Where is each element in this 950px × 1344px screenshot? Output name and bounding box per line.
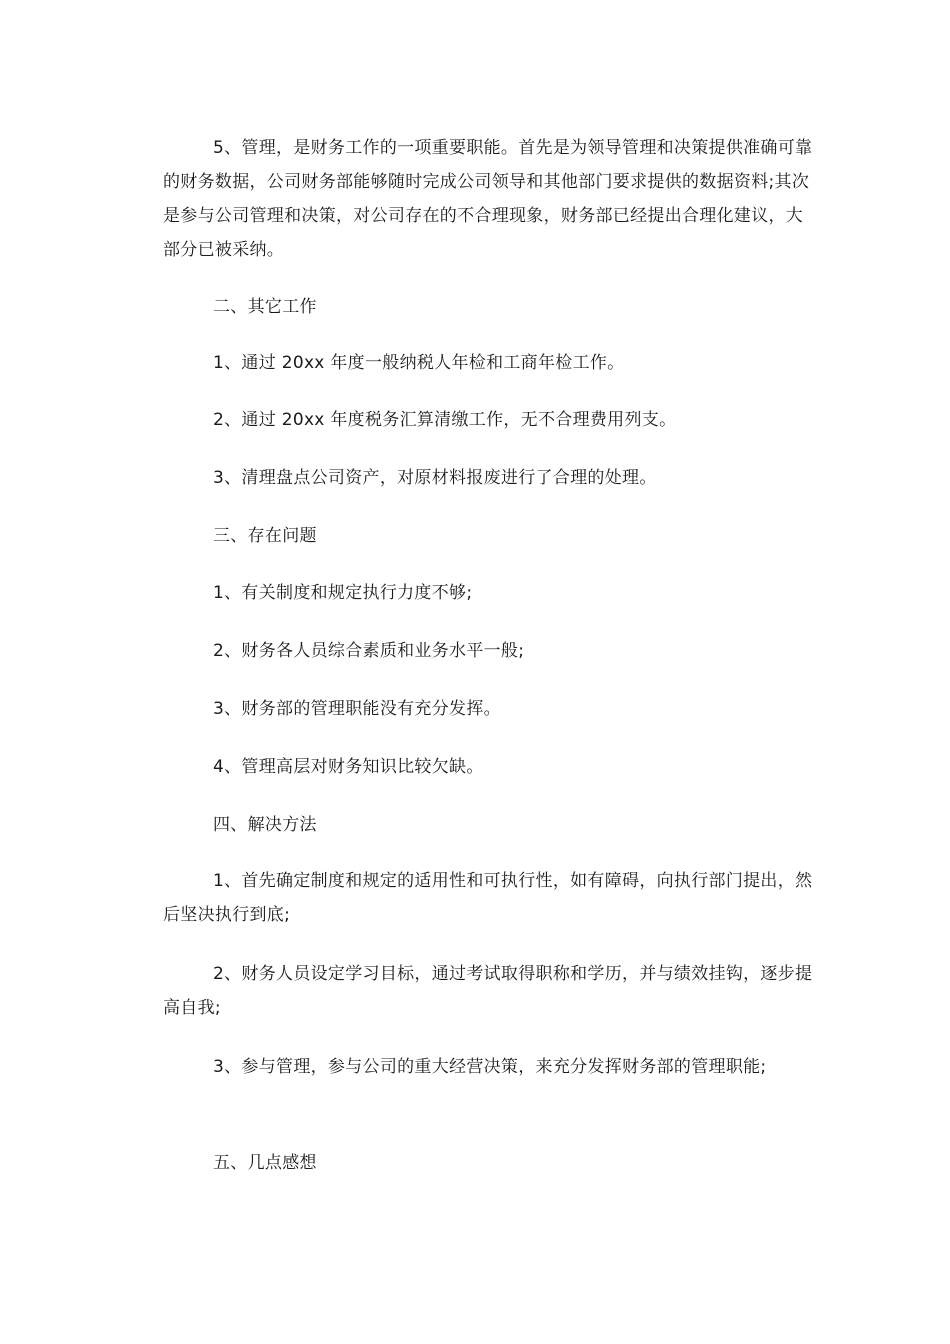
list-item-annual-inspection: 1、通过 20xx 年度一般纳税人年检和工商年检工作。 — [213, 353, 625, 373]
list-item-asset-inventory: 3、清理盘点公司资产，对原材料报废进行了合理的处理。 — [213, 468, 657, 488]
list-item-tax-settlement: 2、通过 20xx 年度税务汇算清缴工作，无不合理费用列支。 — [213, 410, 677, 430]
list-item-solution-1: 1、首先确定制度和规定的适用性和可执行性，如有障碍，向执行部门提出，然后坚决执行到底; — [163, 871, 813, 925]
list-item-problem-3: 3、财务部的管理职能没有充分发挥。 — [213, 699, 501, 719]
section-heading-reflections: 五、几点感想 — [213, 1153, 317, 1173]
section-heading-solutions: 四、解决方法 — [213, 815, 317, 835]
paragraph-management-duties: 5、管理，是财务工作的一项重要职能。首先是为领导管理和决策提供准确可靠的财务数据，公司财务部能够随时完成公司领导和其他部门要求提供的数据资料;其次是参与公司管理和决策，对公司存在的不合理现象，财务部已经提出合理化建议，大部分已被采纳。 — [163, 138, 813, 260]
section-heading-other-work: 二、其它工作 — [213, 297, 317, 317]
section-heading-existing-problems: 三、存在问题 — [213, 526, 317, 546]
list-item-problem-2: 2、财务各人员综合素质和业务水平一般; — [213, 641, 525, 661]
list-item-solution-3: 3、参与管理，参与公司的重大经营决策，来充分发挥财务部的管理职能; — [213, 1057, 767, 1077]
list-item-problem-4: 4、管理高层对财务知识比较欠缺。 — [213, 757, 484, 777]
list-item-problem-1: 1、有关制度和规定执行力度不够; — [213, 583, 473, 603]
list-item-solution-2: 2、财务人员设定学习目标，通过考试取得职称和学历，并与绩效挂钩，逐步提高自我; — [163, 964, 813, 1018]
